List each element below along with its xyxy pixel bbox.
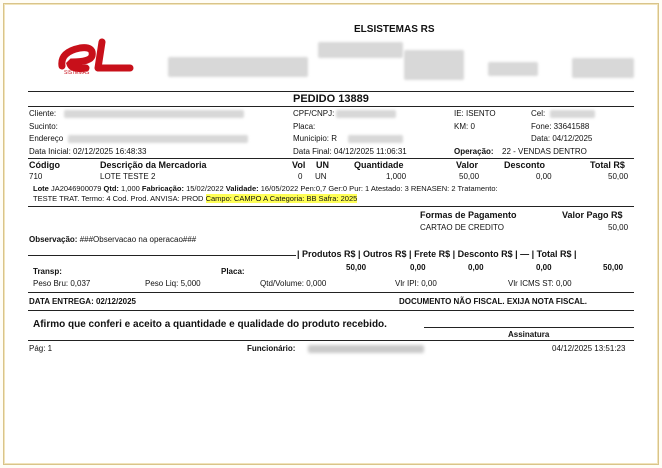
lote-line-1 (33, 184, 498, 193)
cliente-label: Cliente: (29, 109, 57, 118)
item-desconto: 0,00 (536, 172, 552, 181)
item-vol: 0 (298, 172, 303, 181)
sucinto-label: Sucinto: (29, 122, 58, 131)
footer-datetime: 04/12/2025 13:51:23 (552, 344, 626, 353)
logo-subtext: SISTEMAS (64, 70, 90, 76)
col-codigo: Código (29, 160, 60, 170)
client-divider (28, 158, 634, 159)
lote-rest: Pen:0,7 Ger:0 Pur: 1 Atestado: 3 RENASEN: 2 Tratamento: (300, 184, 498, 193)
nota-fiscal-aviso: DOCUMENTO NÃO FISCAL. EXIJA NOTA FISCAL. (399, 297, 588, 306)
company-phone-redacted (488, 62, 538, 76)
item-quantidade: 1,000 (386, 172, 407, 181)
peso-liq (145, 279, 201, 288)
vlr-icms-st (508, 279, 572, 288)
afirmo-text: Afirmo que conferi e aceito a quantidade e qualidade do produto recebido. (33, 319, 387, 330)
col-un: UN (316, 160, 329, 170)
title-divider (28, 106, 634, 107)
observacao-text: ###Observacao na operacao### (79, 235, 197, 244)
lote-label: Lote (33, 184, 49, 193)
pagina: Pág: 1 (29, 344, 53, 353)
lote-highlight: Campo: CAMPO A Categoria: BB Safra: 2025 (205, 194, 358, 203)
funcionario-redacted (308, 345, 424, 353)
company-cnpj-redacted (572, 58, 634, 78)
entrega-divider (28, 310, 634, 311)
lote-line-2 (33, 194, 357, 203)
cpf-redacted (336, 110, 396, 118)
data-value: Data: 04/12/2025 (531, 134, 593, 143)
endereco-redacted (68, 135, 248, 143)
operacao-label: Operação: (454, 147, 494, 156)
footer-divider (28, 340, 634, 341)
item-codigo: 710 (29, 172, 43, 181)
company-city-redacted (404, 50, 464, 80)
total-outros: 0,00 (410, 263, 426, 272)
observacao-label: Observação: (29, 235, 78, 244)
col-desconto: Desconto (504, 160, 546, 170)
funcionario-label: Funcionário: (247, 344, 296, 353)
fone-value: Fone: 33641588 (531, 122, 590, 131)
cliente-redacted (64, 110, 244, 118)
total-geral: 50,00 (603, 263, 624, 272)
peso-bru (33, 279, 90, 288)
cpf-label: CPF/CNPJ: (293, 109, 335, 118)
col-total: Total R$ (590, 160, 625, 170)
total-produtos: 50,00 (346, 263, 367, 272)
data-final: Data Final: 04/12/2025 11:06:31 (293, 147, 407, 156)
col-vol: Vol (292, 160, 306, 170)
observacao (29, 235, 196, 244)
items-divider (28, 206, 634, 207)
lote-val-label: Validade: (225, 184, 259, 193)
lote-qtd-label: Qtd: (103, 184, 119, 193)
item-valor: 50,00 (459, 172, 480, 181)
vlr-ipi-text: Vlr IPI: 0,00 (395, 279, 437, 288)
company-logo (58, 38, 142, 82)
cel-redacted (550, 110, 595, 118)
total-frete: 0,00 (468, 263, 484, 272)
endereco-label: Endereço (29, 134, 64, 143)
ie-value: IE: ISENTO (454, 109, 496, 118)
lote-number: JA2046900079 (50, 184, 102, 193)
company-address-redacted (168, 57, 308, 77)
totals-header: | Produtos R$ | Outros R$ | Frete R$ | Desconto R$ | — | Total R$ | (297, 249, 577, 259)
qtd-volume-text: Qtd/Volume: 0,000 (260, 279, 327, 288)
km-value: KM: 0 (454, 122, 475, 131)
operacao-value: 22 - VENDAS DENTRO (502, 147, 587, 156)
lote-fab-label: Fabricação: (141, 184, 184, 193)
item-un: UN (315, 172, 327, 181)
placa-label: Placa: (293, 122, 316, 131)
assinatura-label: Assinatura (508, 330, 550, 339)
vlr-icms-st-text: Vlr ICMS ST: 0,00 (508, 279, 572, 288)
col-descricao: Descrição da Mercadoria (100, 160, 207, 170)
header-divider (28, 91, 634, 92)
pedido-title: PEDIDO 13889 (293, 93, 369, 105)
lote-qtd: 1,000 (121, 184, 140, 193)
valor-pago: 50,00 (608, 223, 629, 232)
transp-placa-label: Placa: (221, 267, 245, 276)
data-entrega: DATA ENTREGA: 02/12/2025 (29, 297, 136, 306)
data-inicial: Data Inicial: 02/12/2025 16:48:33 (29, 147, 147, 156)
valor-pago-label: Valor Pago R$ (562, 210, 623, 220)
company-info-redacted (318, 42, 403, 58)
cel-label: Cel: (531, 109, 546, 118)
lote-val: 16/05/2022 (260, 184, 299, 193)
transp-label: Transp: (33, 267, 62, 276)
municipio-label: Municipio: R (293, 134, 338, 143)
transport-divider (28, 292, 634, 293)
formas-pagamento-label: Formas de Pagamento (420, 210, 517, 220)
item-total: 50,00 (608, 172, 629, 181)
col-valor: Valor (456, 160, 479, 170)
municipio-redacted (348, 135, 403, 143)
col-quantidade: Quantidade (354, 160, 404, 170)
vlr-ipi (395, 279, 437, 288)
peso-bru-text: Peso Bru: 0,037 (33, 279, 91, 288)
totals-left-line (28, 255, 296, 256)
lote-line-2-text: TESTE TRAT. Termo: 4 Cod. Prod. ANVISA: PROD (33, 194, 204, 203)
company-name: ELSISTEMAS RS (354, 24, 435, 35)
peso-liq-text: Peso Liq: 5,000 (145, 279, 201, 288)
forma-pagamento: CARTAO DE CREDITO (420, 223, 505, 232)
lote-fab: 15/02/2022 (186, 184, 224, 193)
qtd-volume (260, 279, 326, 288)
signature-line (424, 327, 634, 328)
total-desconto: 0,00 (536, 263, 552, 272)
item-descricao: LOTE TESTE 2 (100, 172, 156, 181)
